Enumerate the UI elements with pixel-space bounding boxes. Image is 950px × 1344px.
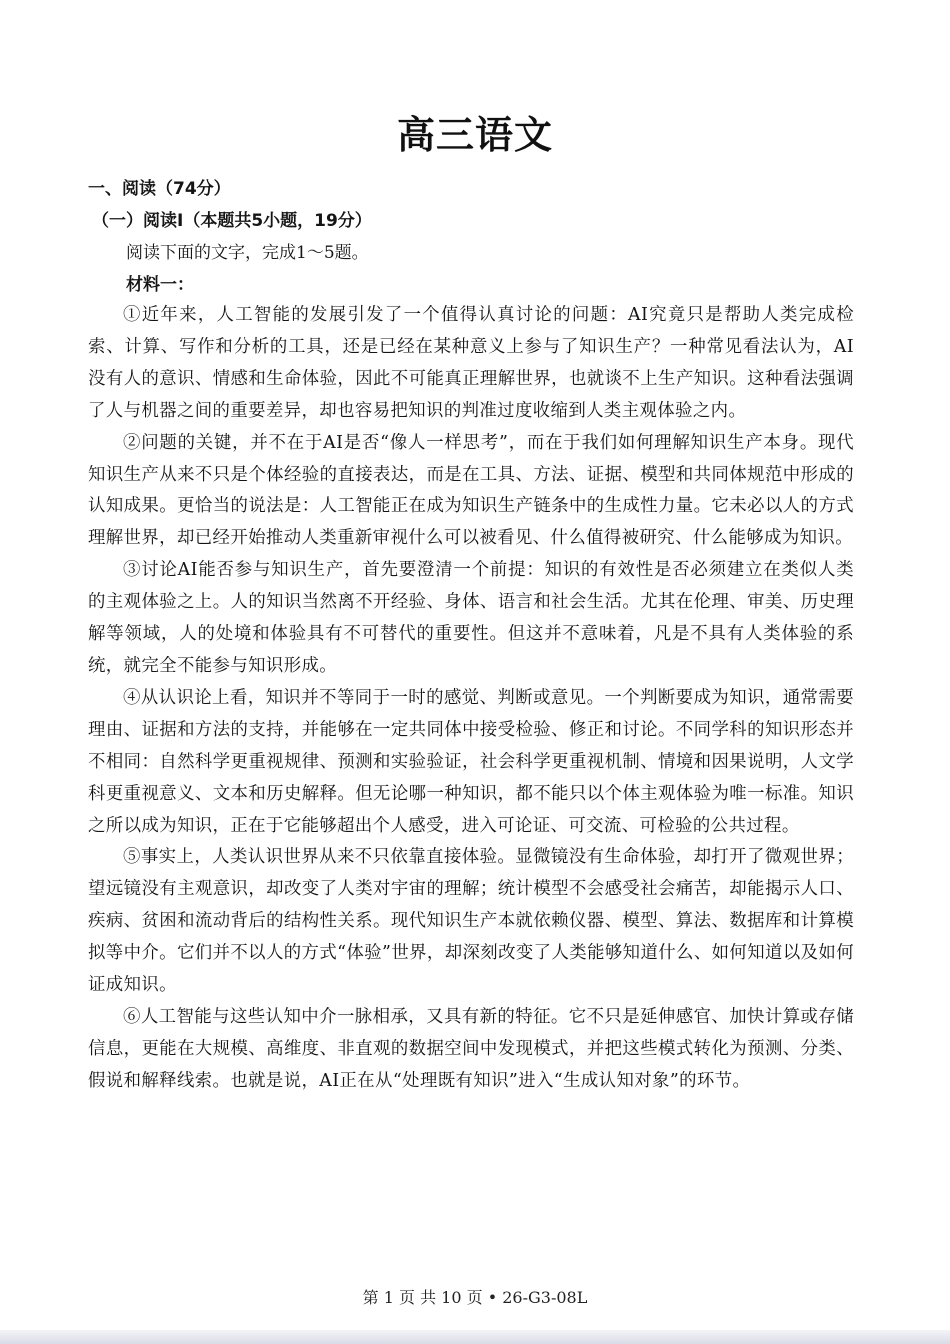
section-heading: 一、阅读（74分）	[88, 179, 231, 199]
subsection-heading: （一）阅读I（本题共5小题，19分）	[92, 211, 372, 231]
page-title: 高三语文	[396, 113, 553, 157]
paragraph-3: ③讨论AI能否参与知识生产，首先要澄清一个前提：知识的有效性是否必须建立在类似人类的主观体验之上。人的知识当然离不开经验、身体、语言和社会生活。尤其在伦理、审美、历史理解等领域，人的处境和体验具有不可替代的重要性。但这并不意味着，凡是不具有人类体验的系统，就完全不能参与知识形成。	[88, 560, 854, 676]
paragraph-4: ④从认识论上看，知识并不等同于一时的感觉、判断或意见。一个判断要成为知识，通常需要理由、证据和方法的支持，并能够在一定共同体中接受检验、修正和讨论。不同学科的知识形态并不相同：自然科学更重视规律、预测和实验验证，社会科学更重视机制、情境和因果说明，人文学科更重视意义、文本和历史解释。但无论哪一种知识，都不能只以个体主观体验为唯一标准。知识之所以成为知识，正在于它能够超出个人感受，进入可论证、可交流、可检验的公共过程。	[88, 687, 854, 836]
page-footer: 第 1 页 共 10 页 • 26-G3-08L	[362, 1288, 588, 1307]
paragraph-6: ⑥人工智能与这些认知中介一脉相承，又具有新的特征。它不只是延伸感官、加快计算或存储信息，更能在大规模、高维度、非直观的数据空间中发现模式，并把这些模式转化为预测、分类、假说和解释线索。也就是说，AI正在从“处理既有知识”进入“生成认知对象”的环节。	[88, 1006, 854, 1091]
paragraph-1: ①近年来，人工智能的发展引发了一个值得认真讨论的问题：AI究竟只是帮助人类完成检索、计算、写作和分析的工具，还是已经在某种意义上参与了知识生产？一种常见看法认为，AI没有人的意识、情感和生命体验，因此不可能真正理解世界，也就谈不上生产知识。这种看法强调了人与机器之间的重要差异，却也容易把知识的判准过度收缩到人类主观体验之内。	[88, 305, 854, 421]
scan-edge-band	[0, 1330, 950, 1344]
material-label: 材料一：	[126, 275, 194, 295]
passage-body	[88, 300, 854, 1098]
paragraph-2: ②问题的关键，并不在于AI是否“像人一样思考”，而在于我们如何理解知识生产本身。现代知识生产从来不只是个体经验的直接表达，而是在工具、方法、证据、模型和共同体规范中形成的认知成果。更恰当的说法是：人工智能正在成为知识生产链条中的生成性力量。它未必以人的方式理解世界，却已经开始推动人类重新审视什么可以被看见、什么值得被研究、什么能够成为知识。	[88, 432, 854, 549]
paragraph-5: ⑤事实上，人类认识世界从来不只依靠直接体验。显微镜没有生命体验，却打开了微观世界；望远镜没有主观意识，却改变了人类对宇宙的理解；统计模型不会感受社会痛苦，却能揭示人口、疾病、贫困和流动背后的结构性关系。现代知识生产本就依赖仪器、模型、算法、数据库和计算模拟等中介。它们并不以人的方式“体验”世界，却深刻改变了人类能够知道什么、如何知道以及如何证成知识。	[88, 847, 854, 996]
reading-instruction: 阅读下面的文字，完成1～5题。	[126, 243, 369, 263]
